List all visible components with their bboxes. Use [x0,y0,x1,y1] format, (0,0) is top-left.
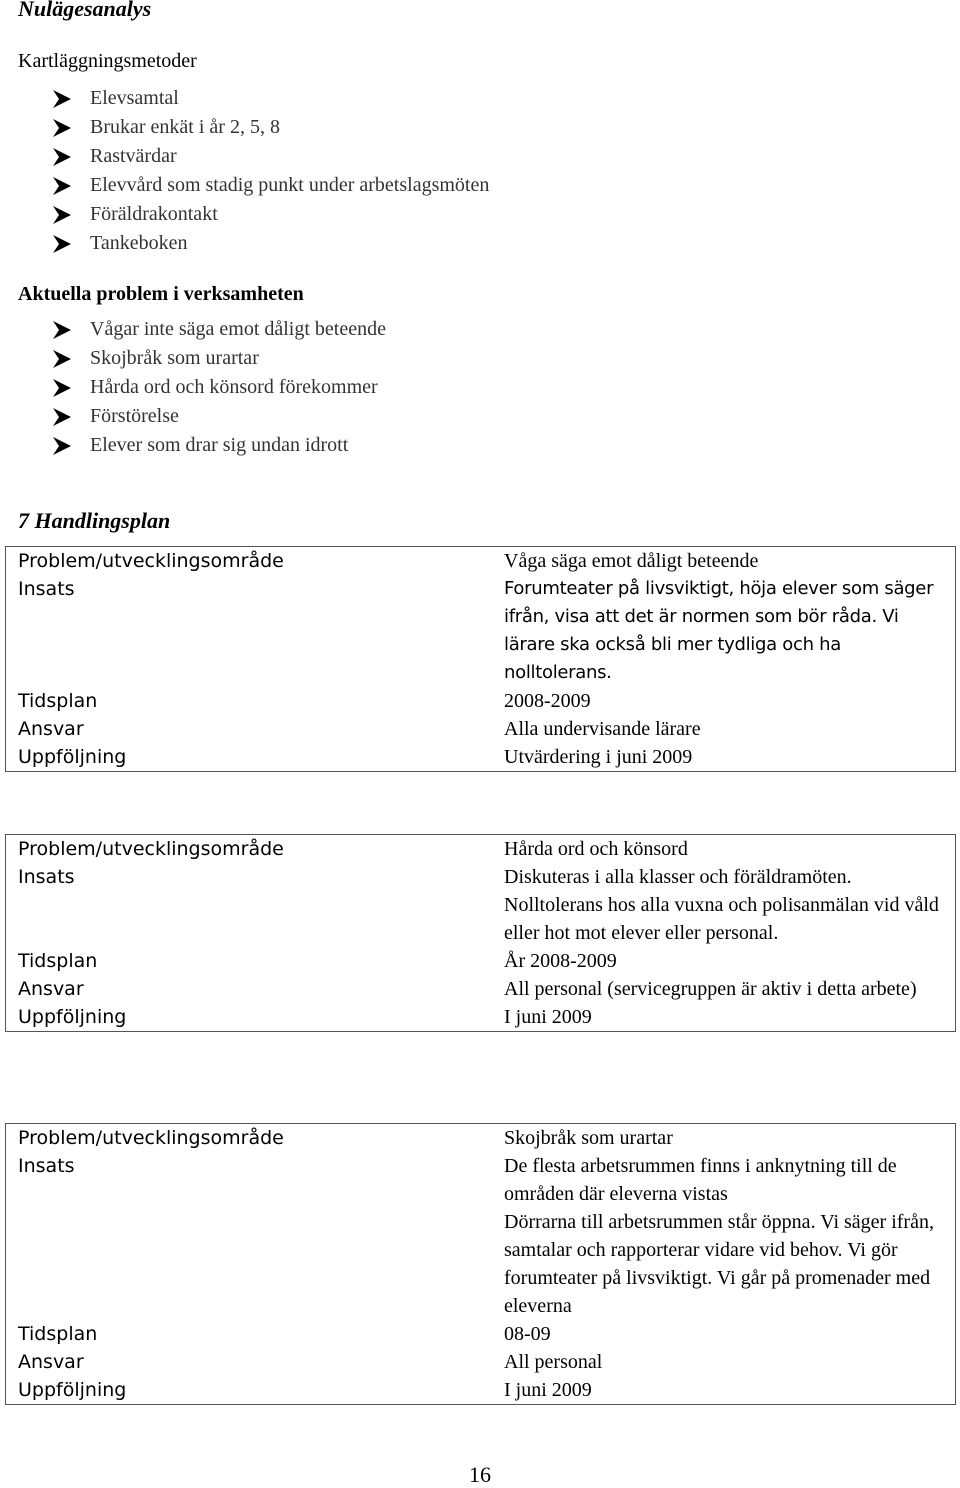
plan-table-2 [5,834,956,1032]
mapping-list [52,84,489,258]
insats-value: Diskuteras i alla klasser och föräldramöten. Nolltolerans hos alla vuxna och polisanmälan vid våld eller hot mot elever eller personal. [504,866,939,944]
tidsplan-value: År 2008-2009 [504,950,617,972]
table-row [6,575,956,687]
insats-paragraph: De flesta arbetsrummen finns i anknytning till de områden där eleverna vistas [504,1155,897,1205]
ansvar-value: All personal (servicegruppen är aktiv i detta arbete) [504,978,917,1000]
arrow-bullet-icon [52,176,72,196]
arrow-bullet-icon [52,436,72,456]
table-row [6,1376,956,1405]
problems-list [52,315,386,460]
list-item: Rastvärdar [52,142,489,171]
ansvar-label: Ansvar [18,978,84,1000]
arrow-bullet-icon [52,147,72,167]
uppfoljning-value: I juni 2009 [504,1006,592,1028]
insats-paragraph: Dörrarna till arbetsrummen står öppna. Vi säger ifrån, samtalar och rapporterar vidare vid behov. Vi gör forumteater på livsviktigt. Vi går på promenader med eleverna [504,1211,934,1317]
tidsplan-label: Tidsplan [18,690,98,712]
plan-table-1 [5,546,956,772]
table-row [6,1003,956,1032]
problem-label: Problem/utvecklingsområde [18,550,284,572]
arrow-bullet-icon [52,349,72,369]
arrow-bullet-icon [52,378,72,398]
plan-title: 7 Handlingsplan [18,508,171,533]
list-item: Elevvård som stadig punkt under arbetslagsmöten [52,171,489,200]
arrow-bullet-icon [52,320,72,340]
problem-label: Problem/utvecklingsområde [18,1127,284,1149]
plan-table-3 [5,1123,956,1405]
uppfoljning-label: Uppföljning [18,1379,127,1401]
arrow-bullet-icon [52,407,72,427]
table-row [6,743,956,772]
problem-value: Skojbråk som urartar [504,1127,673,1149]
arrow-bullet-icon [52,205,72,225]
list-item: Elevsamtal [52,84,489,113]
table-row [6,715,956,743]
uppfoljning-value: I juni 2009 [504,1379,592,1401]
page-heading: Nulägesanalys [18,0,152,21]
page-number: 16 [469,1462,491,1487]
table-row [6,687,956,715]
list-item: Föräldrakontakt [52,200,489,229]
insats-label: Insats [18,866,75,888]
table-row [6,1348,956,1376]
table-row [6,947,956,975]
uppfoljning-value: Utvärdering i juni 2009 [504,746,693,768]
list-item: Förstörelse [52,402,386,431]
insats-label: Insats [18,1155,75,1177]
table-row [6,863,956,947]
table-row [6,1320,956,1348]
tidsplan-value: 08-09 [504,1323,551,1345]
problem-label: Problem/utvecklingsområde [18,838,284,860]
arrow-bullet-icon [52,89,72,109]
list-item: Hårda ord och könsord förekommer [52,373,386,402]
list-item: Vågar inte säga emot dåligt beteende [52,315,386,344]
list-item: Brukar enkät i år 2, 5, 8 [52,113,489,142]
list-item: Skojbråk som urartar [52,344,386,373]
ansvar-value: Alla undervisande lärare [504,718,701,740]
insats-value: Forumteater på livsviktigt, höja elever som säger ifrån, visa att det är normen som bör råda. Vi lärare ska också bli mer tydliga och ha nolltolerans. [504,578,934,683]
problem-value: Våga säga emot dåligt beteende [504,550,759,572]
insats-value [488,1152,956,1320]
tidsplan-label: Tidsplan [18,1323,98,1345]
problem-value: Hårda ord och könsord [504,838,688,860]
table-row [6,835,956,864]
uppfoljning-label: Uppföljning [18,1006,127,1028]
arrow-bullet-icon [52,118,72,138]
list-item: Tankeboken [52,229,489,258]
table-row [6,1124,956,1153]
uppfoljning-label: Uppföljning [18,746,127,768]
arrow-bullet-icon [52,234,72,254]
list-item: Elever som drar sig undan idrott [52,431,386,460]
problems-title: Aktuella problem i verksamheten [18,283,304,305]
mapping-title: Kartläggningsmetoder [18,50,197,72]
tidsplan-label: Tidsplan [18,950,98,972]
ansvar-label: Ansvar [18,1351,84,1373]
ansvar-value: All personal [504,1351,603,1373]
insats-label: Insats [18,578,75,600]
tidsplan-value: 2008-2009 [504,690,591,712]
table-row [6,975,956,1003]
table-row [6,547,956,576]
table-row [6,1152,956,1320]
ansvar-label: Ansvar [18,718,84,740]
